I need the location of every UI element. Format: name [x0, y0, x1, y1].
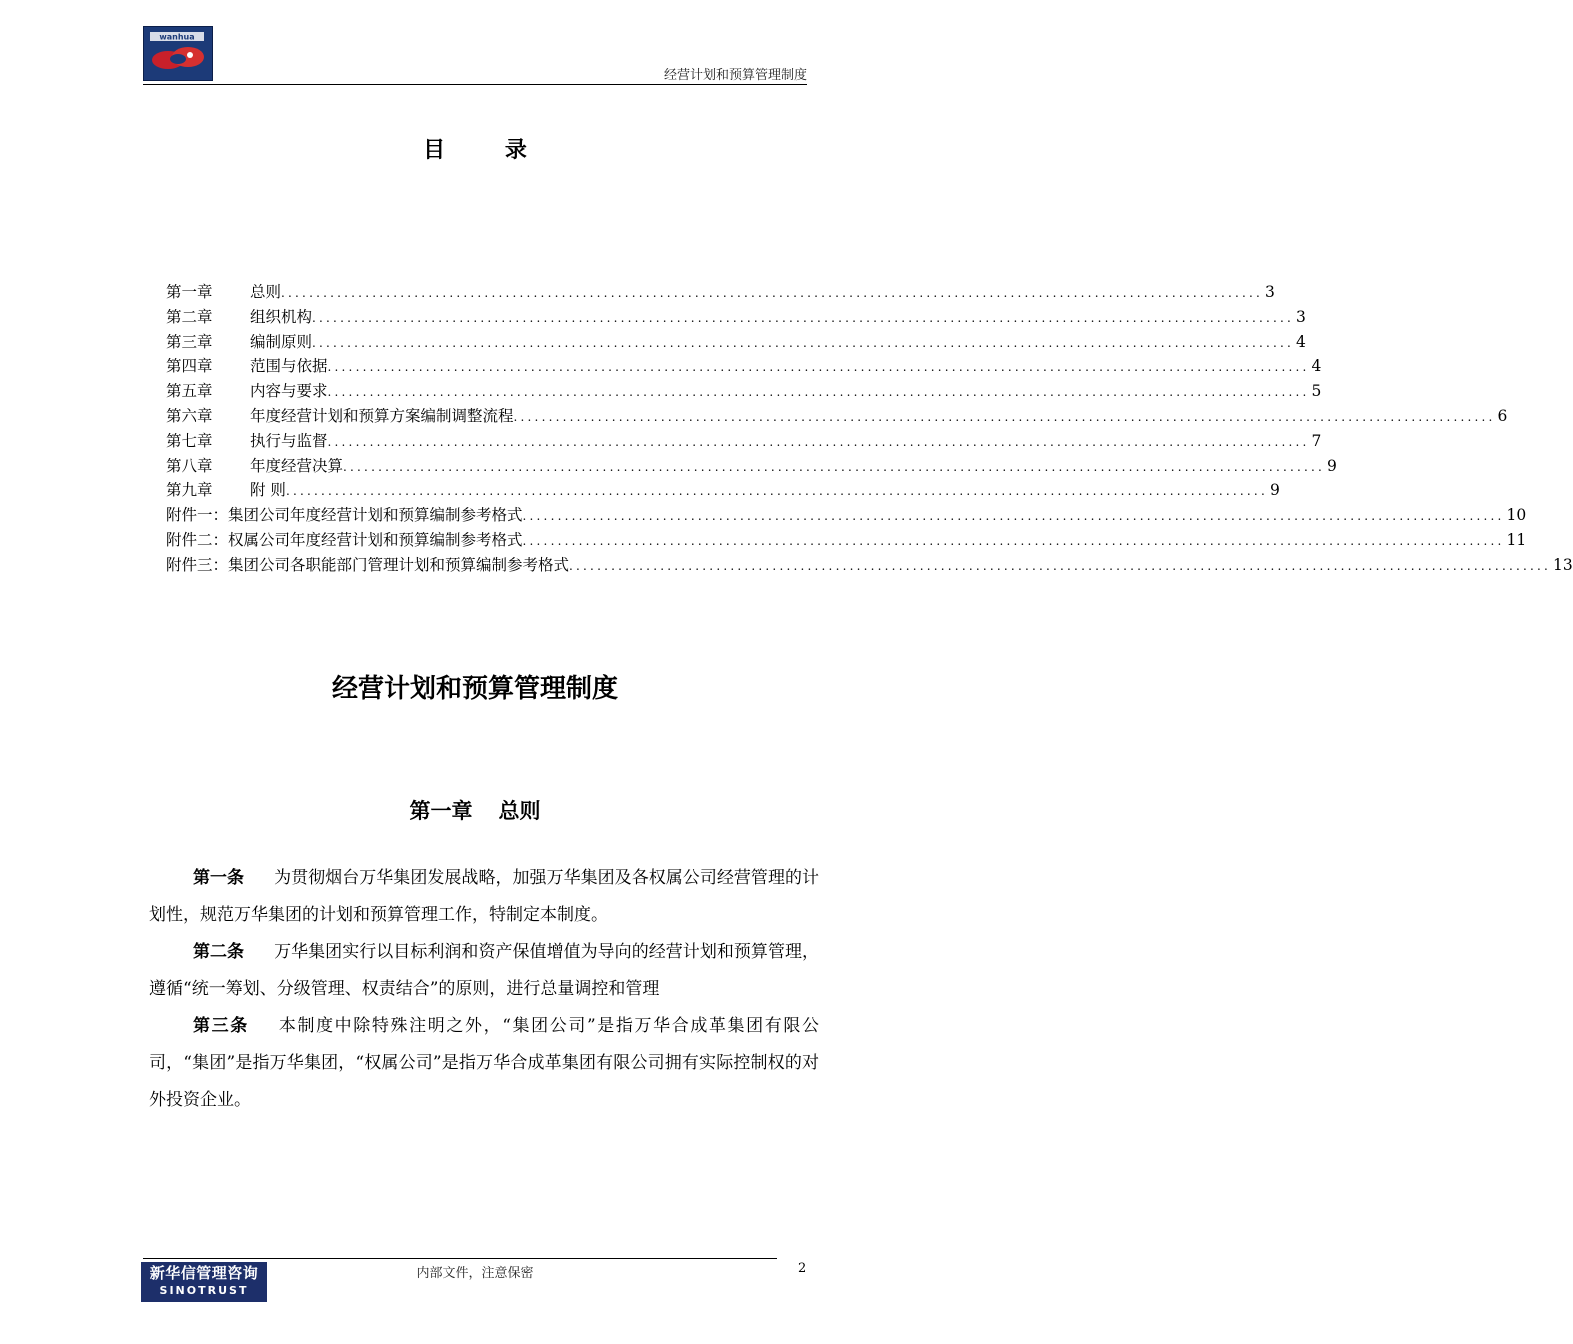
toc-leader-dots: ............................................................................................................................................ [281, 286, 1264, 300]
toc-chapter: 第五章 [166, 382, 213, 401]
header-title: 经营计划和预算管理制度 [663, 68, 807, 83]
toc-entry[interactable] [166, 305, 1306, 330]
toc-leader-dots: ............................................................................................................................................ [569, 558, 1552, 573]
toc-chapter: 第三章 [166, 332, 213, 351]
toc-leader-dots: ............................................................................................................................................ [522, 509, 1505, 524]
article-text: 本制度中除特殊注明之外，“集团公司”是指万华合成革集团有限公司，“集团”是指万华集团，“权属公司”是指万华合成革集团有限公司拥有实际控制权的对外投资企业。 [149, 1016, 819, 1110]
article-paragraph [149, 860, 819, 934]
toc-leader-dots: ............................................................................................................................................ [312, 335, 1295, 350]
toc-entry-text: 总则 [250, 283, 282, 301]
toc-page-number: 5 [1311, 382, 1322, 401]
toc-leader-dots: ............................................................................................................................................ [327, 385, 1310, 400]
toc-page-number: 11 [1506, 530, 1527, 549]
toc-chapter: 第八章 [166, 456, 213, 475]
toc-entry[interactable] [166, 429, 1322, 454]
toc-page-number: 6 [1497, 406, 1508, 425]
document-title: 经营计划和预算管理制度 [331, 674, 618, 704]
chapter-number: 第一章 [409, 799, 473, 823]
toc-page-number: 7 [1311, 431, 1322, 450]
toc-entry-text: 内容与要求 [250, 382, 328, 401]
article-label: 第一条 [193, 868, 245, 888]
toc-entry-text: 年度经营决算 [250, 456, 344, 475]
toc-entry-text: 附 则 [250, 481, 286, 500]
article-label: 第三条 [193, 1016, 249, 1036]
table-of-contents [166, 280, 1573, 578]
toc-page-number: 3 [1296, 307, 1306, 326]
article-paragraph [149, 1008, 819, 1119]
toc-leader-dots: ............................................................................................................................................ [312, 310, 1295, 325]
chapter-name: 总则 [498, 799, 541, 823]
toc-entry-text: 附件二：权属公司年度经营计划和预算编制参考格式 [166, 530, 523, 549]
article-body [149, 860, 819, 1119]
page-number: 2 [798, 1261, 807, 1276]
chapter-heading [0, 795, 950, 825]
toc-entry[interactable] [166, 503, 1527, 528]
toc-chapter: 第四章 [166, 357, 213, 376]
toc-page-number: 10 [1506, 506, 1527, 525]
toc-page-number: 9 [1327, 456, 1337, 475]
footer-divider [143, 1258, 777, 1259]
toc-chapter: 第七章 [166, 431, 213, 450]
toc-page-number: 4 [1311, 357, 1322, 376]
toc-chapter: 第二章 [166, 307, 213, 326]
toc-entry[interactable] [166, 280, 1275, 305]
footer-logo-en: SINOTRUST [159, 1284, 249, 1297]
toc-entry[interactable] [166, 379, 1322, 404]
toc-page-number: 3 [1265, 283, 1275, 301]
toc-entry-text: 执行与监督 [250, 431, 328, 450]
svg-text:wanhua: wanhua [159, 32, 195, 42]
toc-page-number: 9 [1269, 481, 1280, 500]
toc-chapter: 第一章 [166, 283, 213, 301]
article-text: 万华集团实行以目标利润和资产保值增值为导向的经营计划和预算管理，遵循“统一筹划、分级管理、权责结合”的原则，进行总量调控和管理 [149, 942, 820, 999]
toc-entry-text: 附件一：集团公司年度经营计划和预算编制参考格式 [166, 506, 523, 525]
toc-chapter: 第六章 [166, 406, 213, 425]
toc-entry[interactable] [166, 553, 1573, 578]
toc-entry-text: 年度经营计划和预算方案编制调整流程 [250, 406, 514, 425]
toc-title: 目 录 [423, 138, 553, 163]
toc-entry[interactable] [166, 354, 1322, 379]
article-label: 第二条 [193, 942, 245, 962]
toc-entry[interactable] [166, 454, 1337, 479]
toc-entry[interactable] [166, 478, 1280, 503]
toc-chapter: 第九章 [166, 481, 213, 500]
toc-leader-dots: ............................................................................................................................................ [327, 360, 1310, 375]
toc-leader-dots: ............................................................................................................................................ [513, 409, 1496, 424]
toc-leader-dots: ............................................................................................................................................ [343, 459, 1326, 474]
toc-leader-dots: ............................................................................................................................................ [522, 533, 1505, 548]
toc-page-number: 4 [1296, 332, 1306, 351]
toc-entry-text: 范围与依据 [250, 357, 328, 376]
toc-leader-dots: ............................................................................................................................................ [327, 434, 1310, 449]
article-text: 为贯彻烟台万华集团发展战略，加强万华集团及各权属公司经营管理的计划性，规范万华集团的计划和预算管理工作，特制定本制度。 [149, 868, 820, 925]
company-logo-icon [143, 26, 213, 81]
toc-entry-text: 附件三：集团公司各职能部门管理计划和预算编制参考格式 [166, 555, 570, 574]
toc-entry-text: 组织机构 [250, 307, 313, 326]
toc-entry[interactable] [166, 330, 1306, 355]
article-paragraph [149, 934, 819, 1008]
toc-entry[interactable] [166, 528, 1527, 553]
toc-page-number: 13 [1553, 555, 1573, 574]
toc-leader-dots: ............................................................................................................................................ [285, 484, 1268, 499]
header-divider [143, 84, 807, 85]
toc-entry[interactable] [166, 404, 1508, 429]
toc-entry-text: 编制原则 [250, 332, 313, 351]
footer-logo-cn: 新华信管理咨询 [149, 1264, 259, 1282]
confidential-note: 内部文件，注意保密 [416, 1266, 534, 1281]
